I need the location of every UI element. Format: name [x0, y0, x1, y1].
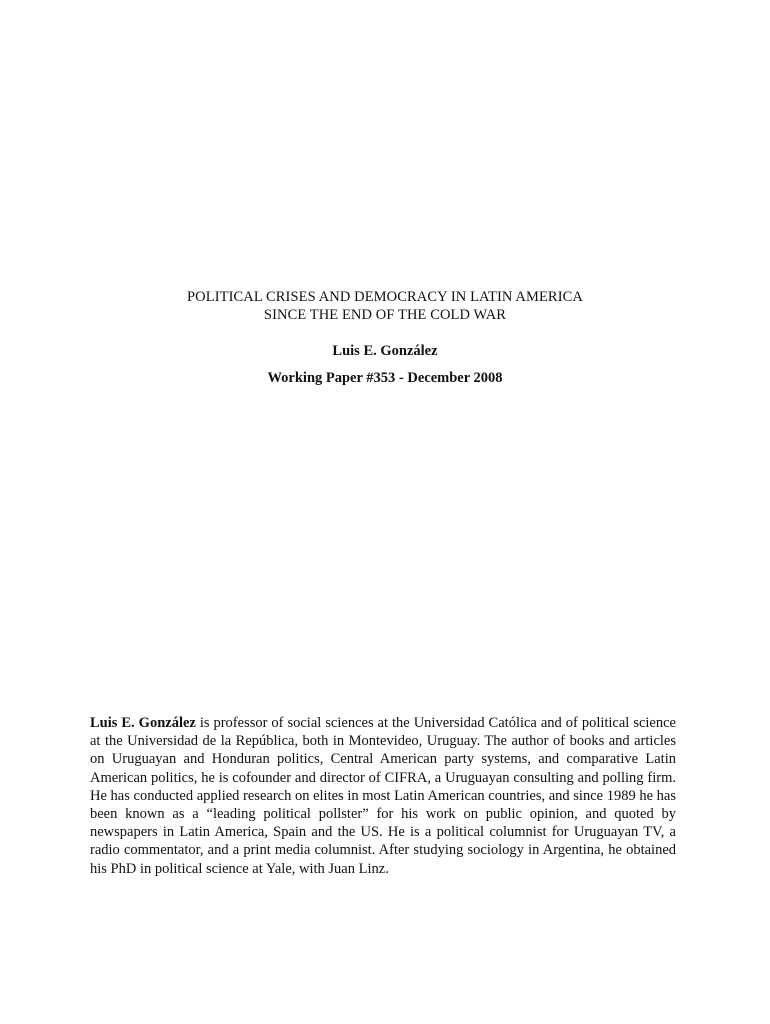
working-paper-info: Working Paper #353 - December 2008: [267, 370, 503, 386]
bio-author-name: Luis E. González: [90, 715, 196, 731]
paper-title-line-1: POLITICAL CRISES AND DEMOCRACY IN LATIN AMERICA: [187, 289, 583, 305]
bio-text: is professor of social sciences at the Universidad Católica and of political science at the Universidad de la República, both in Montevideo, Uruguay. The author of books and articles on Uruguayan and Honduran politics, Central American party systems, and comparative Latin American politics, he is cofounder and director of CIFRA, a Uruguayan consulting and polling firm. He has conducted applied research on elites in most Latin American countries, and since 1989 he has been known as a “leading political pollster” for his work on public opinion, and quoted by newspapers in Latin America, Spain and the US. He is a political columnist for Uruguayan TV, a radio commentator, and a print media columnist. After studying sociology in Argentina, he obtained his PhD in political science at Yale, with Juan Linz.: [90, 715, 676, 877]
author-bio: [90, 714, 676, 878]
paper-title: [0, 288, 770, 324]
paper-title-line-2: SINCE THE END OF THE COLD WAR: [263, 307, 507, 323]
author-name: Luis E. González: [332, 343, 438, 359]
